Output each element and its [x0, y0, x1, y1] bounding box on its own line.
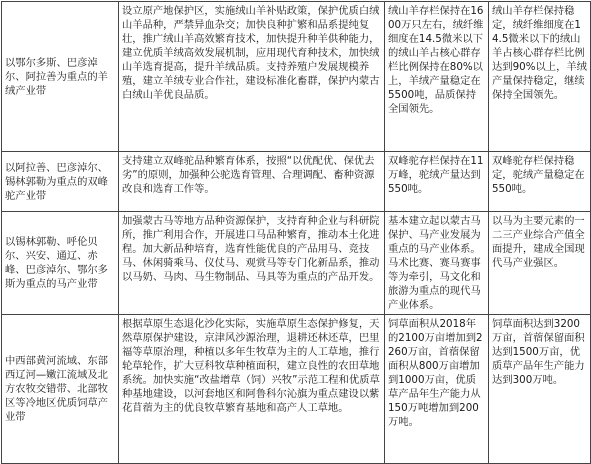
measures-cell: 加强蒙古马等地方品种资源保护，支持育种企业与科研院所，推广利用合作，开展进口马品种繁育，推动本土化进程。加大新品种培育，选育性能优良的产品用马、竞技马、休闲骑乘马、仪仗马、观赏马等专门化新品系，推动以马奶、马肉、马生物制品、马具等为重点的产品开发。 [119, 212, 385, 315]
table-row [2, 212, 591, 315]
region-cell: 以锡林郭勒、呼伦贝尔、兴安、通辽、赤峰、巴彦淖尔、鄂尔多斯为重点的马产业带 [2, 212, 119, 315]
target-far-cell: 饲草面积达到3200万亩，首蓿保留面积达到1500万亩，优质草产品年生产能力达到300万吨。 [489, 315, 591, 464]
target-mid-cell: 饲草面积从2018年的2100万亩增加到2260万亩，首蓿保留面积从800万亩增加到1000万亩，优质草产品年生产能力从150万吨增加到200万吨。 [385, 315, 489, 464]
table-row [2, 2, 591, 152]
target-mid-cell: 双峰驼存栏保持在11万峰，驼绒产量达到550吨。 [385, 152, 489, 212]
region-cell: 以鄂尔多斯、巴彦淖尔、阿拉善为重点的羊绒产业带 [2, 2, 119, 152]
table-row [2, 152, 591, 212]
target-far-cell: 双峰驼存栏保持稳定，驼绒产量稳定在550吨。 [489, 152, 591, 212]
region-cell: 以阿拉善、巴彦淖尔、锡林郭勒为重点的双峰驼产业带 [2, 152, 119, 212]
measures-cell: 根据草原生态退化沙化实际，实施草原生态保护修复，天然草原保护建设，京津风沙源治理，退耕还林还草，巴里福等草原治理，种植以多年生牧草为主的人工草地，推行轮草轮作，扩大豆科牧草种植面积，建立良性的农田草地系统。加快实施“改盐增草（饲）兴牧”示范工程和优质草种基地建设，以河套地区和阿鲁科尔沁旗为重点建设以紫花苜蓿为主的优良牧草繁育基地和高产人工草地。 [119, 315, 385, 464]
target-far-cell: 以马为主要元素的一二三产业综合产值全面提升，建成全国现代马产业强区。 [489, 212, 591, 315]
table-row [2, 315, 591, 464]
target-far-cell: 绒山羊存栏保持稳定，绒纤维细度在14.5微米以下的绒山羊占核心群存栏比例达到90%以上，羊绒产量保持稳定，继续保持全国领先。 [489, 2, 591, 152]
measures-cell: 支持建立双峰驼品种繁育体系，按照“以优配优、保优去劣”的原则，加强种公驼选育管理、合理调配、畜种资源改良和选育工作等。 [119, 152, 385, 212]
target-mid-cell: 绒山羊存栏保持在1600万只左右，绒纤维细度在14.5微米以下的绒山羊占核心群存栏比例保持在80%以上，羊绒产量稳定在5500吨，品质保持全国领先。 [385, 2, 489, 152]
target-mid-cell: 基本建立起以蒙古马保护、马产业发展为重点的马产业体系。马术比赛、赛马赛事等为牵引，马文化和旅游为重点的现代马产业体系。 [385, 212, 489, 315]
industry-plan-table [1, 1, 591, 464]
region-cell: 中西部黄河流域、东部西辽河—嫩江流域及北方农牧交错带、北部牧区等冷地区优质饲草产业带 [2, 315, 119, 464]
measures-cell: 设立原产地保护区，实施绒山羊补贴政策，保护优质白绒山羊品种，严禁异血杂交；加快良种扩繁和品系提纯复壮，推广绒山羊高效繁育技术，加快提升种羊供种能力，建立优质羊绒高效发展机制，应用现代育种技术，加快绒山羊选育提高，提升羊绒品质。支持养殖户发展规模养殖，建立羊绒专业合作社，建设标准化畜群，保护内蒙古白绒山羊优良品质。 [119, 2, 385, 152]
